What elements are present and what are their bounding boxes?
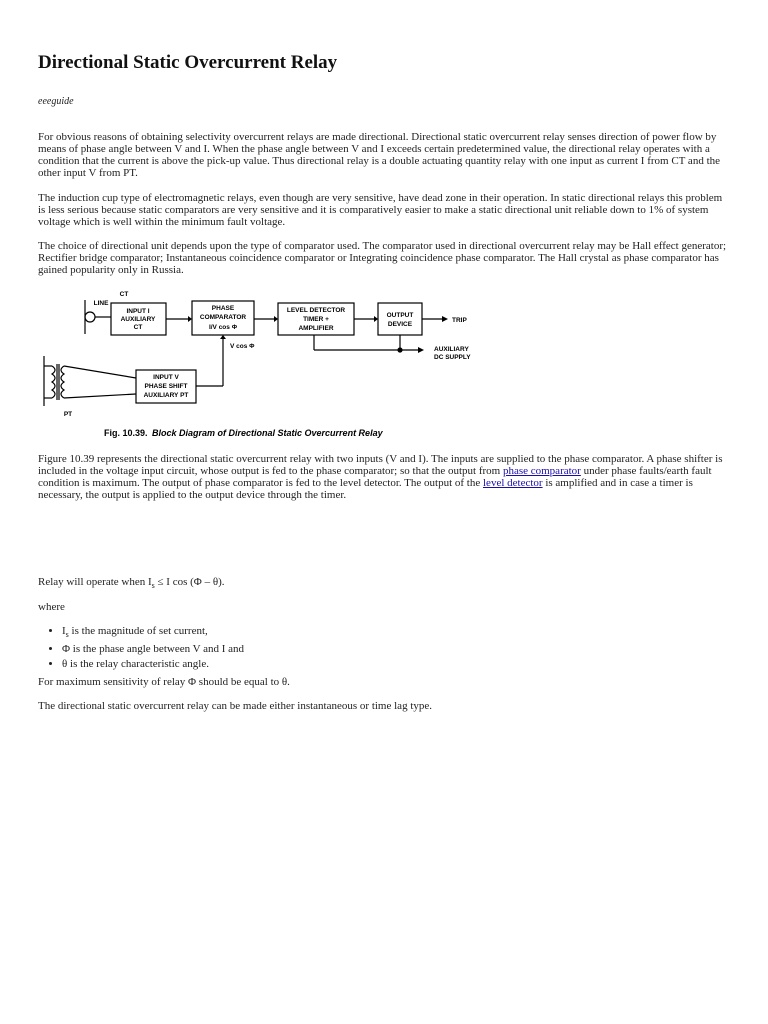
list-item: • θ is the relay characteristic angle. — [62, 657, 244, 672]
pt-primary-coil — [52, 366, 55, 398]
block-diagram — [38, 286, 488, 442]
operating-condition: Relay will operate when $I_s \le I$ cos (Φ – θ). — [38, 576, 225, 591]
svg-text:INPUT V: INPUT V — [153, 374, 179, 381]
block-diagram-figure — [38, 286, 488, 442]
aux-dc-label-2: DC SUPPLY — [434, 354, 471, 361]
svg-text:PHASE: PHASE — [211, 305, 235, 312]
figure-caption-number: Fig. 10.39. — [104, 428, 148, 438]
paragraph-induction-cup: The induction cup type of electromagnetic relays, even though are very sensitive, have dead zone in their operation. In static directional relays this problem is less serious because static comparators are very sensitive and it is comparatively easier to make a static directional unit reliable down to 1% of system voltage which is well within the minimum fault voltage. — [38, 192, 723, 228]
svg-text:CT: CT — [133, 324, 143, 331]
paragraph-comparator-choice: The choice of directional unit depends upon the type of comparator used. The comparator used in directional overcurrent relay may be Hall effect generator; Rectifier bridge comparator; Instantaneous coincidence comparator or Integrating coincidence phase comparator. The Hall crystal as phase comparator has gained popularity only in Russia. — [38, 240, 727, 276]
paragraph-intro: For obvious reasons of obtaining selectivity overcurrent relays are made directional. Directional static overcurrent relay senses direction of power flow by means of phase angle between V and I. When the phase angle between V and I exceeds certain predetermined value, the directional relay operates with a condition that the current is above the pick-up value. Thus directional relay is a double actuating quantity relay with one input as current I from CT and the other input V from PT. — [38, 131, 721, 179]
condition-list — [38, 624, 244, 672]
trip-label: TRIP — [452, 317, 467, 324]
pt-secondary-coil — [61, 366, 64, 398]
author-name: eeeguide — [38, 96, 74, 107]
page-title: Directional Static Overcurrent Relay — [38, 52, 338, 73]
level-detector-link[interactable]: level detector — [483, 477, 543, 489]
phase-comparator-link[interactable]: phase comparator — [502, 465, 581, 477]
paragraph-max-sensitivity: For maximum sensitivity of relay Φ should be equal to θ. — [38, 676, 290, 688]
svg-text:OUTPUT: OUTPUT — [386, 312, 414, 319]
vcos-label: V cos Φ — [230, 343, 255, 350]
list-item: • Φ is the phase angle between V and I and — [62, 642, 244, 657]
aux-dc-label-1: AUXILIARY — [434, 346, 469, 353]
where-label: where — [38, 601, 65, 613]
svg-text:AMPLIFIER: AMPLIFIER — [298, 325, 334, 332]
output-device-box — [378, 303, 422, 335]
svg-text:DEVICE: DEVICE — [387, 321, 413, 328]
svg-text:PHASE SHIFT: PHASE SHIFT — [144, 383, 188, 390]
paragraph-relay-types: The directional static overcurrent relay can be made either instantaneous or time lag type. — [38, 700, 433, 712]
line-label: LINE — [93, 300, 109, 307]
svg-text:TIMER +: TIMER + — [303, 316, 329, 323]
paragraph-figure-description: Figure 10.39 represents the directional static overcurrent relay with two inputs (V and I). The inputs are supplied to the phase comparator. A phase shifter is included in the voltage input circuit, whose output is fed to the phase comparator; so that the output from phase comparator under phase faults/earth fault condition is maximum. The output of phase comparator is fed to the level detector. The output of the level detector is amplified and in case a timer is necessary, the output is applied to the output device through the timer. — [38, 453, 723, 501]
svg-text:AUXILIARY PT: AUXILIARY PT — [143, 392, 189, 399]
svg-text:LEVEL DETECTOR: LEVEL DETECTOR — [286, 307, 346, 314]
ct-label: CT — [119, 291, 129, 298]
svg-text:INPUT I: INPUT I — [126, 308, 150, 315]
list-item: • $I_s$ is the magnitude of set current, — [62, 624, 244, 642]
ct-symbol — [85, 312, 95, 322]
figure-caption-text: Block Diagram of Directional Static Overcurrent Relay — [152, 428, 383, 438]
pt-label: PT — [63, 411, 73, 418]
svg-text:AUXILIARY: AUXILIARY — [120, 316, 156, 323]
svg-text:I/V cos Φ: I/V cos Φ — [208, 324, 238, 331]
svg-text:COMPARATOR: COMPARATOR — [199, 314, 247, 321]
